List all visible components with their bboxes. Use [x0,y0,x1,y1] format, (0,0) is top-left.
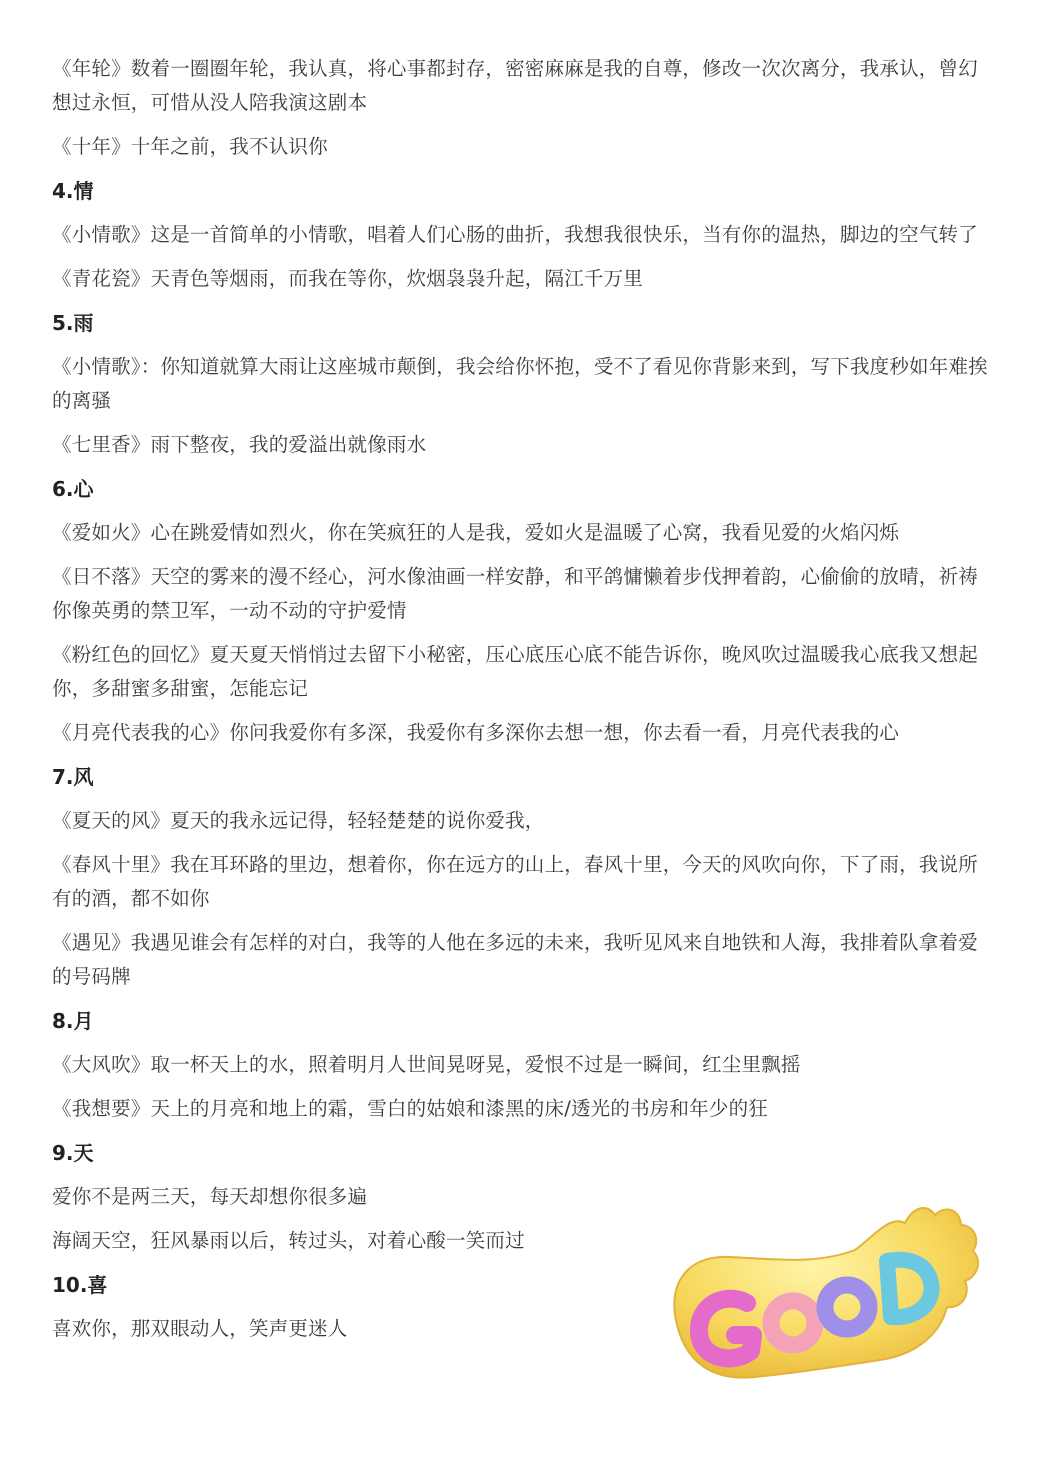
lyric-paragraph: 《小情歌》这是一首简单的小情歌，唱着人们心肠的曲折，我想我很快乐，当有你的温热，脚边的空气转了 [52,223,978,246]
lyric-paragraph: 喜欢你，那双眼动人，笑声更迷人 [52,1317,348,1340]
lyric-paragraph: 《小情歌》：你知道就算大雨让这座城市颠倒，我会给你怀抱，受不了看见你背影来到，写下我度秒如年难挨的离骚 [52,355,988,412]
lyric-paragraph: 《年轮》数着一圈圈年轮，我认真，将心事都封存，密密麻麻是我的自尊，修改一次次离分，我承认，曾幻想过永恒，可惜从没人陪我演这剧本 [52,57,978,114]
document-body [52,52,992,1356]
lyric-paragraph: 《爱如火》心在跳爱情如烈火，你在笑疯狂的人是我，爱如火是温暖了心窝，我看见爱的火焰闪烁 [52,521,900,544]
lyric-paragraph: 《春风十里》我在耳环路的里边，想着你，你在远方的山上，春风十里，今天的风吹向你，下了雨，我说所有的酒，都不如你 [52,853,978,910]
lyric-paragraph: 《夏天的风》夏天的我永远记得，轻轻楚楚的说你爱我， [52,809,545,832]
section-heading: 5.雨 [52,311,94,335]
lyric-paragraph: 《大风吹》取一杯天上的水，照着明月人世间晃呀晃，爱恨不过是一瞬间，红尘里飘摇 [52,1053,801,1076]
lyric-paragraph: 爱你不是两三天，每天却想你很多遍 [52,1185,368,1208]
lyric-paragraph: 《日不落》天空的雾来的漫不经心，河水像油画一样安静，和平鸽慵懒着步伐押着韵，心偷偷的放晴，祈祷你像英勇的禁卫军，一动不动的守护爱情 [52,565,978,622]
good-sticker-icon [655,1195,985,1395]
section-heading: 9.天 [52,1141,94,1165]
lyric-paragraph: 《我想要》天上的月亮和地上的霜，雪白的姑娘和漆黑的床/透光的书房和年少的狂 [52,1097,768,1120]
section-heading: 6.心 [52,477,94,501]
lyric-paragraph: 《十年》十年之前，我不认识你 [52,135,328,158]
section-heading: 8.月 [52,1009,94,1033]
lyric-paragraph: 海阔天空，狂风暴雨以后，转过头，对着心酸一笑而过 [52,1229,525,1252]
section-heading: 7.风 [52,765,94,789]
lyric-paragraph: 《遇见》我遇见谁会有怎样的对白，我等的人他在多远的未来，我听见风来自地铁和人海，我排着队拿着爱的号码牌 [52,931,978,988]
section-heading: 4.情 [52,179,94,203]
section-heading: 10.喜 [52,1273,108,1297]
lyric-paragraph: 《七里香》雨下整夜，我的爱溢出就像雨水 [52,433,427,456]
lyric-paragraph: 《月亮代表我的心》你问我爱你有多深，我爱你有多深你去想一想，你去看一看，月亮代表我的心 [52,721,900,744]
lyric-paragraph: 《粉红色的回忆》夏天夏天悄悄过去留下小秘密，压心底压心底不能告诉你，晚风吹过温暖我心底我又想起你，多甜蜜多甜蜜，怎能忘记 [52,643,978,700]
lyric-paragraph: 《青花瓷》天青色等烟雨，而我在等你，炊烟袅袅升起，隔江千万里 [52,267,644,290]
